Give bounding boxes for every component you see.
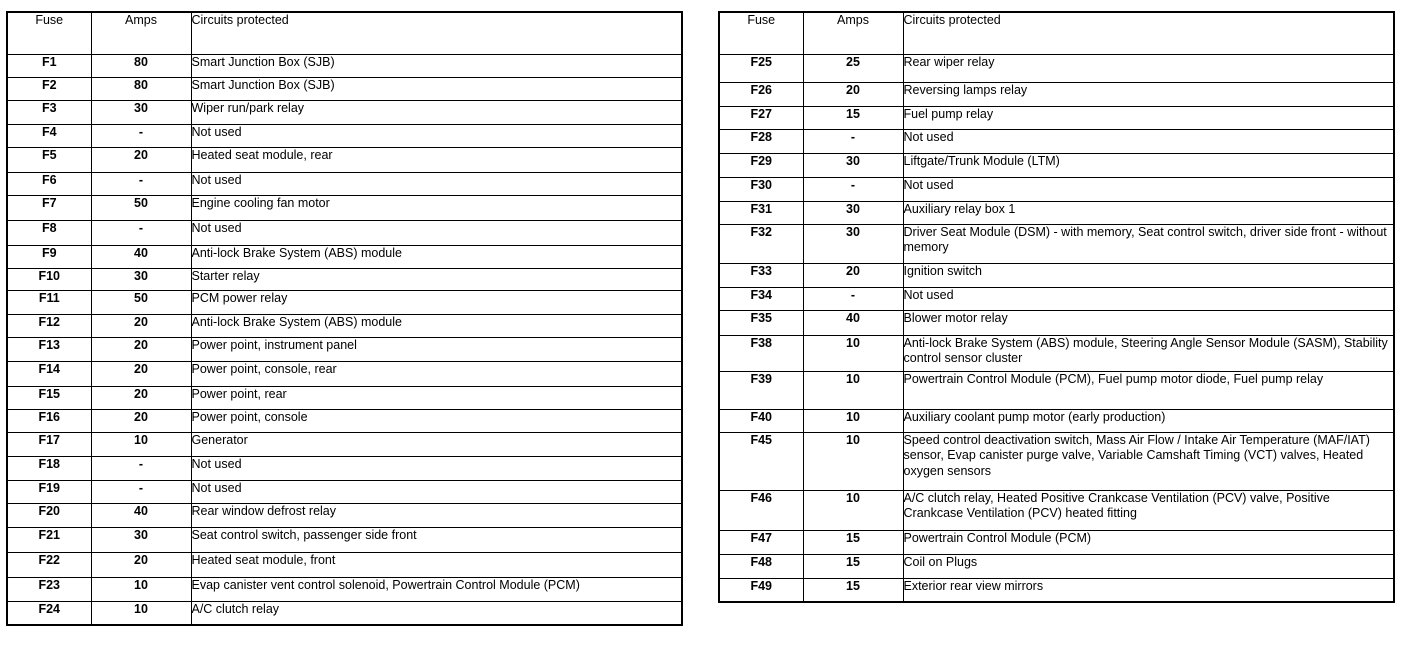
fuse-cell: F11 [7,290,91,314]
fuse-cell: F4 [7,124,91,147]
amps-cell: 10 [803,409,903,432]
amps-cell: - [803,177,903,201]
fuse-cell: F3 [7,100,91,124]
amps-cell: 20 [803,82,903,106]
table-row [719,310,1394,335]
circuits-cell: A/C clutch relay [191,601,682,625]
circuits-cell: Coil on Plugs [903,554,1394,578]
fuse-cell: F24 [7,601,91,625]
circuits-cell: Wiper run/park relay [191,100,682,124]
table-row [7,432,682,456]
fuse-cell: F20 [7,503,91,527]
amps-cell: - [91,456,191,480]
circuits-cell: Not used [191,124,682,147]
circuits-cell: Speed control deactivation switch, Mass Air Flow / Intake Air Temperature (MAF/IAT) sensor, Evap canister purge valve, Variable Camshaft Timing (VCT) valves, Heated oxygen sensors [903,432,1394,490]
table-row [719,106,1394,129]
fuse-cell: F10 [7,268,91,290]
circuits-cell: Not used [191,480,682,503]
circuits-cell: Rear window defrost relay [191,503,682,527]
circuits-cell: Powertrain Control Module (PCM) [903,530,1394,554]
amps-cell: 30 [91,100,191,124]
circuits-cell: Engine cooling fan motor [191,195,682,220]
amps-cell: 30 [803,224,903,263]
fuse-cell: F8 [7,220,91,245]
amps-cell: 50 [91,290,191,314]
fuse-cell: F6 [7,172,91,195]
fuse-cell: F39 [719,371,803,409]
fuse-cell: F49 [719,578,803,602]
amps-cell: 40 [91,503,191,527]
fuse-cell: F32 [719,224,803,263]
amps-cell: - [91,172,191,195]
table-row [7,386,682,409]
fuse-cell: F29 [719,153,803,177]
circuits-cell: Starter relay [191,268,682,290]
table-row [7,601,682,625]
circuits-cell: Not used [191,172,682,195]
amps-cell: 10 [803,335,903,371]
header-fuse: Fuse [7,12,91,54]
table-row [7,54,682,77]
fuse-cell: F21 [7,527,91,552]
circuits-cell: Auxiliary relay box 1 [903,201,1394,224]
table-row [719,82,1394,106]
circuits-cell: Anti-lock Brake System (ABS) module [191,314,682,337]
table-row [719,432,1394,490]
amps-cell: 20 [91,361,191,386]
fuse-cell: F31 [719,201,803,224]
circuits-cell: Not used [191,456,682,480]
table-row [719,335,1394,371]
amps-cell: 15 [803,554,903,578]
circuits-cell: Powertrain Control Module (PCM), Fuel pump motor diode, Fuel pump relay [903,371,1394,409]
fuse-cell: F45 [719,432,803,490]
fuse-cell: F33 [719,263,803,287]
table-row [719,371,1394,409]
header-fuse: Fuse [719,12,803,54]
amps-cell: 20 [91,337,191,361]
amps-cell: - [91,480,191,503]
table-row [719,153,1394,177]
table-row [719,54,1394,82]
amps-cell: 80 [91,77,191,100]
fuse-table-right [718,11,1395,603]
header-amps: Amps [803,12,903,54]
circuits-cell: A/C clutch relay, Heated Positive Crankcase Ventilation (PCV) valve, Positive Crankcase Ventilation (PCV) heated fitting [903,490,1394,530]
table-row [719,578,1394,602]
table-row [719,554,1394,578]
header-circuits: Circuits protected [903,12,1394,54]
circuits-cell: Generator [191,432,682,456]
fuse-cell: F46 [719,490,803,530]
circuits-cell: Heated seat module, rear [191,147,682,172]
header-amps: Amps [91,12,191,54]
amps-cell: 30 [91,268,191,290]
amps-cell: 20 [91,409,191,432]
circuits-cell: Power point, console, rear [191,361,682,386]
fuse-cell: F35 [719,310,803,335]
table-row [719,263,1394,287]
circuits-cell: Smart Junction Box (SJB) [191,54,682,77]
fuse-table-left [6,11,683,626]
amps-cell: 15 [803,530,903,554]
fuse-cell: F26 [719,82,803,106]
amps-cell: - [91,124,191,147]
amps-cell: 15 [803,106,903,129]
fuse-cell: F19 [7,480,91,503]
amps-cell: 20 [91,386,191,409]
circuits-cell: Rear wiper relay [903,54,1394,82]
circuits-cell: Not used [191,220,682,245]
table-row [7,456,682,480]
table-row [7,503,682,527]
table-row [719,201,1394,224]
circuits-cell: Power point, rear [191,386,682,409]
fuse-cell: F5 [7,147,91,172]
table-row [7,361,682,386]
circuits-cell: Exterior rear view mirrors [903,578,1394,602]
amps-cell: 30 [91,527,191,552]
amps-cell: 40 [91,245,191,268]
table-row [7,552,682,577]
fuse-cell: F9 [7,245,91,268]
table-row [7,290,682,314]
circuits-cell: Anti-lock Brake System (ABS) module [191,245,682,268]
circuits-cell: Not used [903,177,1394,201]
circuits-cell: Seat control switch, passenger side front [191,527,682,552]
fuse-cell: F13 [7,337,91,361]
circuits-cell: Blower motor relay [903,310,1394,335]
amps-cell: 10 [91,601,191,625]
fuse-cell: F47 [719,530,803,554]
amps-cell: - [91,220,191,245]
table-row [7,77,682,100]
amps-cell: 20 [91,314,191,337]
amps-cell: 25 [803,54,903,82]
amps-cell: 80 [91,54,191,77]
fuse-cell: F23 [7,577,91,601]
amps-cell: 10 [91,577,191,601]
table-row [7,147,682,172]
fuse-cell: F15 [7,386,91,409]
circuits-cell: PCM power relay [191,290,682,314]
circuits-cell: Driver Seat Module (DSM) - with memory, Seat control switch, driver side front - without memory [903,224,1394,263]
table-row [719,409,1394,432]
circuits-cell: Reversing lamps relay [903,82,1394,106]
circuits-cell: Fuel pump relay [903,106,1394,129]
circuits-cell: Power point, console [191,409,682,432]
amps-cell: 30 [803,201,903,224]
table-header-row [7,12,682,54]
table-header-row [719,12,1394,54]
fuse-table-right-body [719,54,1394,602]
circuits-cell: Evap canister vent control solenoid, Powertrain Control Module (PCM) [191,577,682,601]
circuits-cell: Liftgate/Trunk Module (LTM) [903,153,1394,177]
fuse-cell: F12 [7,314,91,337]
fuse-cell: F17 [7,432,91,456]
fuse-cell: F28 [719,129,803,153]
circuits-cell: Heated seat module, front [191,552,682,577]
table-row [7,337,682,361]
amps-cell: - [803,129,903,153]
fuse-cell: F25 [719,54,803,82]
fuse-cell: F14 [7,361,91,386]
fuse-cell: F7 [7,195,91,220]
amps-cell: 20 [91,147,191,172]
table-row [7,124,682,147]
fuse-cell: F48 [719,554,803,578]
fuse-cell: F22 [7,552,91,577]
table-row [7,409,682,432]
table-row [7,314,682,337]
circuits-cell: Anti-lock Brake System (ABS) module, Steering Angle Sensor Module (SASM), Stability control sensor cluster [903,335,1394,371]
table-row [7,245,682,268]
circuits-cell: Ignition switch [903,263,1394,287]
amps-cell: 20 [803,263,903,287]
fuse-cell: F40 [719,409,803,432]
fuse-cell: F18 [7,456,91,480]
table-row [7,527,682,552]
fuse-cell: F16 [7,409,91,432]
amps-cell: 15 [803,578,903,602]
table-row [7,195,682,220]
table-row [719,530,1394,554]
fuse-table-left-body [7,54,682,625]
amps-cell: 10 [803,432,903,490]
amps-cell: 10 [803,490,903,530]
amps-cell: 20 [91,552,191,577]
circuits-cell: Not used [903,129,1394,153]
header-circuits: Circuits protected [191,12,682,54]
table-row [7,268,682,290]
circuits-cell: Power point, instrument panel [191,337,682,361]
table-row [719,287,1394,310]
amps-cell: 10 [91,432,191,456]
amps-cell: 40 [803,310,903,335]
table-row [7,480,682,503]
amps-cell: 10 [803,371,903,409]
table-row [719,129,1394,153]
circuits-cell: Smart Junction Box (SJB) [191,77,682,100]
amps-cell: - [803,287,903,310]
circuits-cell: Auxiliary coolant pump motor (early production) [903,409,1394,432]
fuse-cell: F38 [719,335,803,371]
table-row [719,177,1394,201]
fuse-cell: F34 [719,287,803,310]
table-row [7,172,682,195]
amps-cell: 30 [803,153,903,177]
fuse-cell: F1 [7,54,91,77]
amps-cell: 50 [91,195,191,220]
fuse-cell: F27 [719,106,803,129]
table-row [7,577,682,601]
table-row [7,220,682,245]
table-row [719,224,1394,263]
circuits-cell: Not used [903,287,1394,310]
table-row [7,100,682,124]
fuse-cell: F30 [719,177,803,201]
fuse-cell: F2 [7,77,91,100]
table-row [719,490,1394,530]
